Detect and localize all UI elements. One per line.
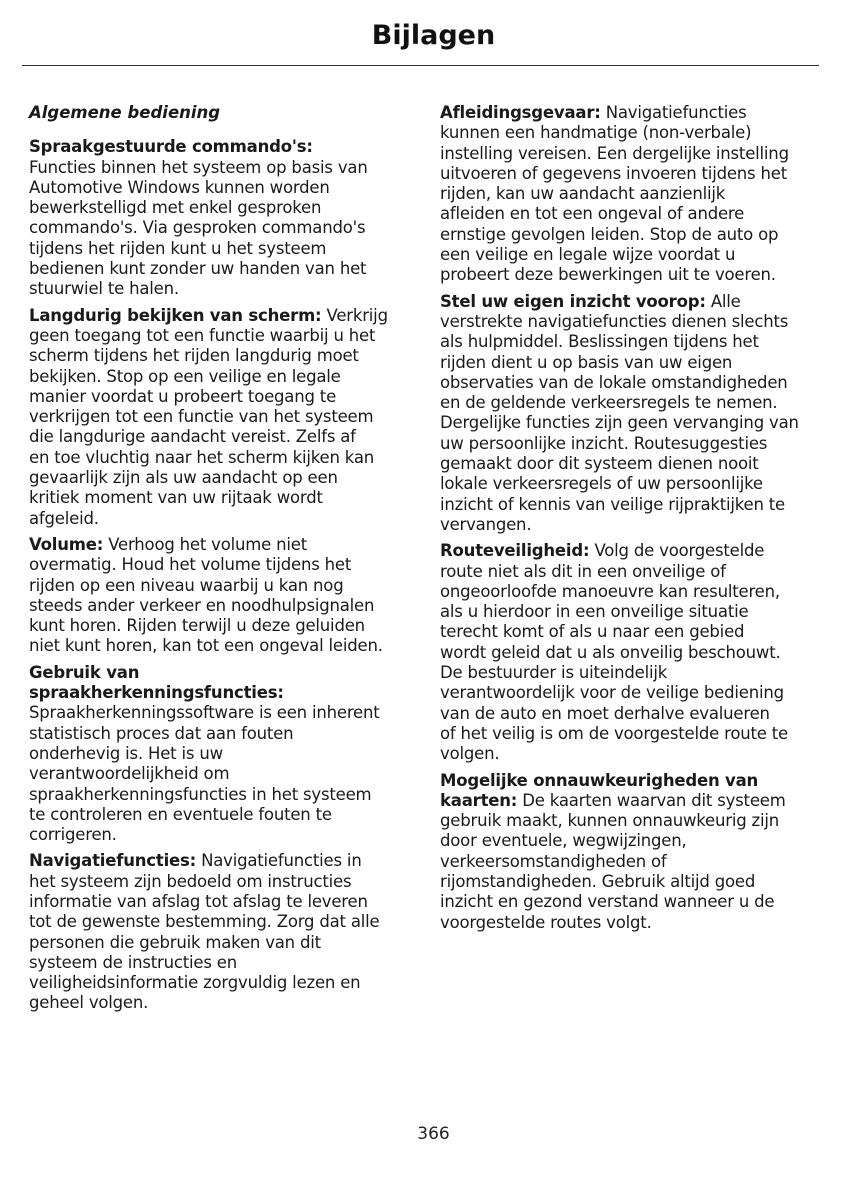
text-line: niet kunt horen, kan tot een ongeval leiden. (29, 636, 383, 656)
text-line: afleiden en tot een ongeval of andere (440, 204, 745, 224)
paragraph-term: Stel uw eigen inzicht voorop: (440, 291, 706, 311)
section-heading: Algemene bediening (29, 103, 221, 122)
text-line: het systeem zijn bedoeld om instructies (29, 871, 352, 891)
paragraph-term: Gebruik van (29, 662, 140, 682)
paragraph-term: Routeveiligheid: (440, 541, 590, 561)
text-line: geheel volgen. (29, 993, 149, 1013)
text-line: Navigatiefuncties in (201, 851, 362, 871)
text-line: of het veilig is om de voorgestelde route te (440, 723, 788, 743)
text-line: onderhevig is. Het is uw (29, 743, 223, 763)
text-line: door eventuele, wegwijzingen, (440, 831, 687, 851)
text-line: volgen. (440, 744, 500, 764)
text-line: een veilige en legale wijze voordat u (440, 245, 736, 265)
text-line: rijden op een niveau waarbij u kan nog (29, 575, 344, 595)
text-line: die langdurige aandacht vereist. Zelfs af (29, 427, 356, 447)
text-line: steeds ander verkeer en noodhulpsignalen (29, 595, 375, 615)
paragraph-term: Mogelijke onnauwkeurigheden van (440, 770, 759, 790)
text-line: Alle (710, 291, 741, 311)
text-line: Spraakherkenningssoftware is een inherent (29, 703, 380, 723)
text-line: gebruik maakt, kunnen onnauwkeurig zijn (440, 811, 780, 831)
text-line: en de geldende verkeersregels te nemen. (440, 393, 778, 413)
text-line: gemaakt door dit systeem dienen nooit (440, 454, 759, 474)
text-line: statistisch proces dat aan fouten (29, 723, 294, 743)
text-line: informatie van afslag tot afslag te leveren (29, 891, 368, 911)
text-line: verkrijgen tot een functie van het systeem (29, 407, 374, 427)
text-line: als u hierdoor in een onveilige situatie (440, 602, 749, 622)
text-line: ongeoorloofde manoeuvre kan resulteren, (440, 581, 780, 601)
paragraph-term: kaarten: (440, 790, 518, 810)
paragraph (440, 292, 835, 536)
text-line: scherm tijdens het rijden langdurig moet (29, 346, 359, 366)
text-line: afgeleid. (29, 508, 99, 528)
text-line: geen toegang tot een functie waarbij u het (29, 325, 376, 345)
text-line: uw persoonlijke inzicht. Routesuggesties (440, 433, 768, 453)
text-line: van de auto en moet derhalve evalueren (440, 703, 770, 723)
text-line: instelling vereisen. Een dergelijke instelling (440, 143, 789, 163)
text-line: verantwoordelijk voor de veilige bediening (440, 683, 784, 703)
text-line: ernstige gevolgen leiden. Stop de auto op (440, 224, 779, 244)
paragraph-term: spraakherkenningsfuncties: (29, 683, 284, 703)
left-column (29, 103, 421, 1020)
text-line: inzicht of kennis van veilige rijpraktijken te (440, 494, 786, 514)
text-line: kunt horen. Rijden terwijl u deze geluiden (29, 616, 365, 636)
paragraph (29, 137, 421, 299)
text-line: lokale verkeersregels of uw persoonlijke (440, 474, 763, 494)
text-line: bedienen kunt zonder uw handen van het (29, 259, 367, 279)
title-divider (22, 65, 819, 66)
text-line: rijomstandigheden. Gebruik altijd goed (440, 871, 756, 891)
text-line: vervangen. (440, 514, 532, 534)
text-line: overmatig. Houd het volume tijdens het (29, 555, 352, 575)
text-line: systeem de instructies en (29, 952, 237, 972)
page-title: Bijlagen (371, 20, 496, 51)
text-line: De kaarten waarvan dit systeem (522, 790, 786, 810)
text-line: De bestuurder is uiteindelijk (440, 663, 668, 683)
text-line: rijden, kan uw aandacht aanzienlijk (440, 184, 726, 204)
text-line: veiligheidsinformatie zorgvuldig lezen en (29, 973, 361, 993)
paragraph-term: Langdurig bekijken van scherm: (29, 305, 322, 325)
text-line: kritiek moment van uw rijtaak wordt (29, 488, 323, 508)
text-line: tijdens het rijden kunt u het systeem (29, 238, 327, 258)
text-line: terecht komt of als u naar een gebied (440, 622, 745, 642)
right-column (440, 103, 835, 939)
text-line: tot de gewenste bestemming. Zorg dat alle (29, 912, 380, 932)
text-line: stuurwiel te halen. (29, 279, 179, 299)
paragraph-term: Spraakgestuurde commando's: (29, 137, 313, 157)
text-line: kunnen een handmatige (non-verbale) (440, 123, 752, 143)
text-line: route niet als dit in een onveilige of (440, 561, 726, 581)
text-line: commando's. Via gesproken commando's (29, 218, 366, 238)
text-line: als hulpmiddel. Beslissingen tijdens het (440, 332, 759, 352)
text-line: verstrekte navigatiefuncties dienen slechts (440, 311, 789, 331)
text-line: Volg de voorgestelde (594, 541, 765, 561)
paragraph (440, 103, 835, 286)
text-line: bekijken. Stop op een veilige en legale (29, 366, 341, 386)
text-line: bewerkstelligd met enkel gesproken (29, 198, 322, 218)
paragraph-term: Afleidingsgevaar: (440, 103, 601, 122)
text-line: wordt geleid dat u als onveilig beschouwt. (440, 642, 781, 662)
text-line: Dergelijke functies zijn geen vervanging van (440, 413, 799, 433)
text-line: probeert deze bewerkingen uit te voeren. (440, 265, 776, 285)
text-line: Automotive Windows kunnen worden (29, 177, 330, 197)
paragraph (29, 663, 421, 846)
text-line: Functies binnen het systeem op basis van (29, 157, 368, 177)
text-line: verantwoordelijkheid om (29, 764, 230, 784)
text-line: Navigatiefuncties (605, 103, 747, 122)
paragraph (29, 535, 421, 657)
text-line: personen die gebruik maken van dit (29, 932, 321, 952)
text-line: en toe vluchtig naar het scherm kijken kan (29, 447, 375, 467)
text-line: corrigeren. (29, 825, 117, 845)
paragraph (440, 541, 835, 764)
text-line: Verhoog het volume niet (108, 534, 308, 554)
paragraph-term: Navigatiefuncties: (29, 851, 197, 871)
text-line: manier voordat u probeert toegang te (29, 386, 337, 406)
paragraph (440, 771, 835, 933)
paragraph (29, 851, 421, 1013)
text-line: te controleren en eventuele fouten te (29, 804, 332, 824)
text-line: observaties van de lokale omstandigheden (440, 372, 788, 392)
text-line: voorgestelde routes volgt. (440, 912, 652, 932)
right-paragraphs (440, 103, 835, 933)
text-line: inzicht en gezond verstand wanneer u de (440, 892, 775, 912)
text-line: rijden dient u op basis van uw eigen (440, 352, 733, 372)
text-line: verkeersomstandigheden of (440, 851, 667, 871)
text-line: Verkrijg (326, 305, 388, 325)
text-line: uitvoeren of gegevens invoeren tijdens het (440, 163, 787, 183)
left-paragraphs (29, 137, 421, 1013)
text-line: spraakherkenningsfuncties in het systeem (29, 784, 372, 804)
text-line: gevaarlijk zijn als uw aandacht op een (29, 468, 338, 488)
page-number: 366 (417, 1124, 450, 1144)
paragraph (29, 306, 421, 529)
paragraph-term: Volume: (29, 534, 104, 554)
